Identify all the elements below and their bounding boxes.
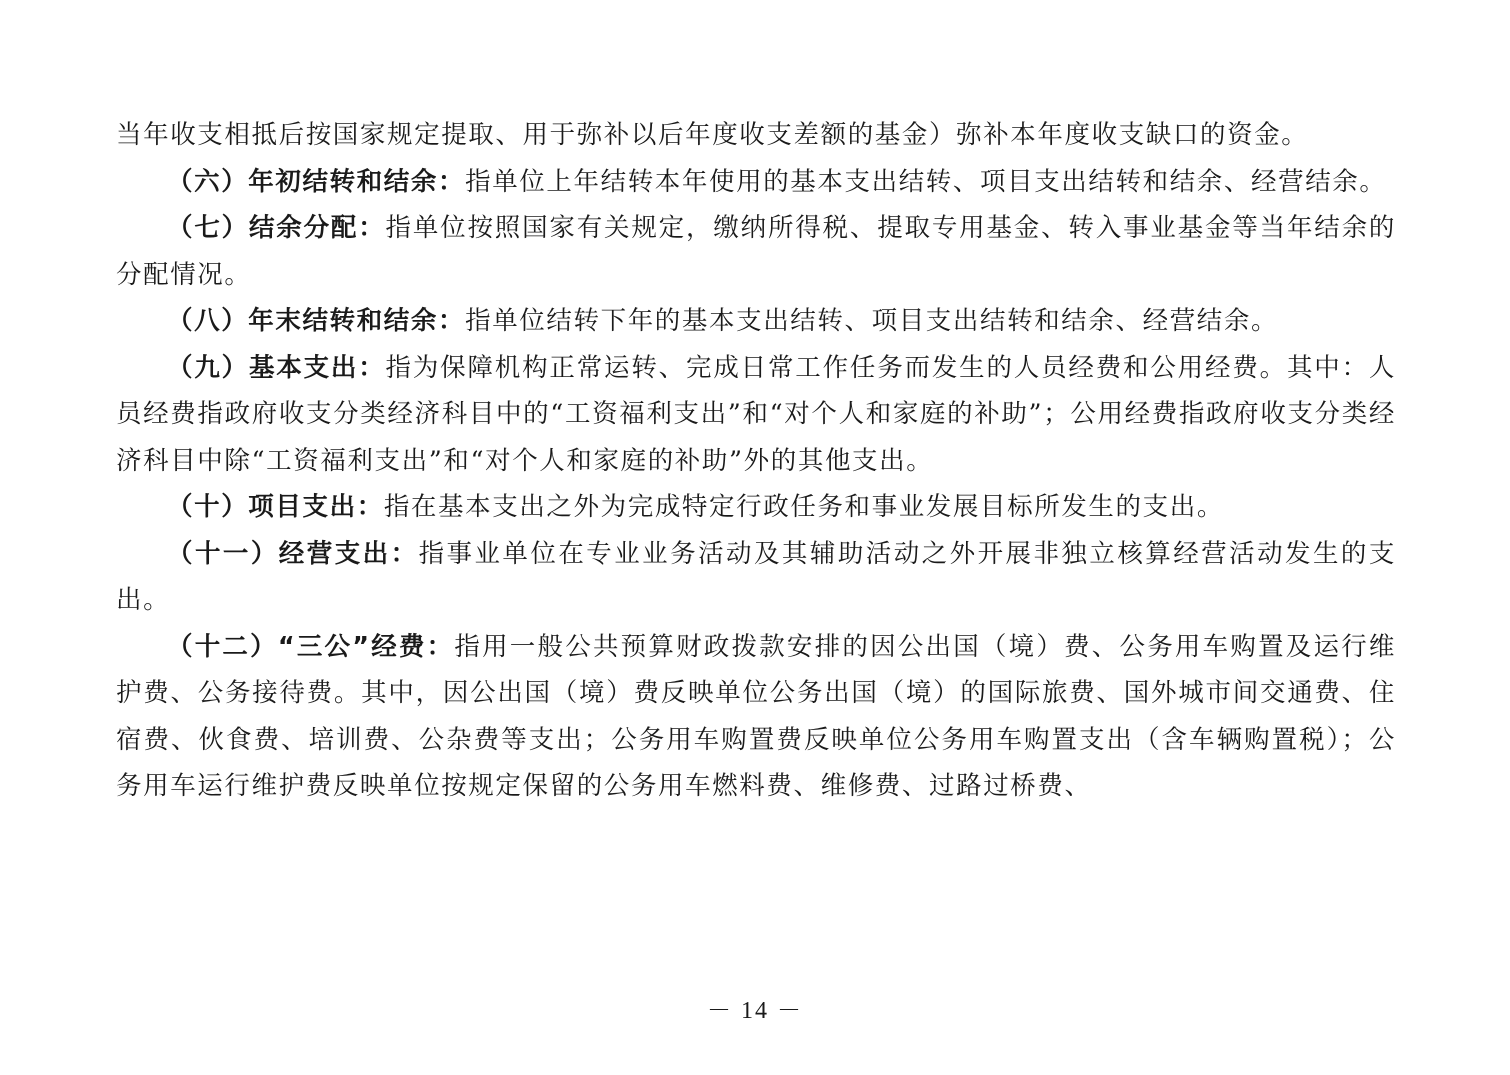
paragraph-text: 指在基本支出之外为完成特定行政任务和事业发展目标所发生的支出。 [383,492,1224,522]
paragraph-continuation [116,112,1396,159]
paragraph-three-public-funds [116,624,1396,810]
paragraph-text: 当年收支相抵后按国家规定提取、用于弥补以后年度收支差额的基金）弥补本年度收支缺口的资金。 [116,120,1309,150]
paragraph-term: （九）基本支出： [167,352,386,383]
paragraph-text: 指单位按照国家有关规定，缴纳所得税、提取专用基金、转入事业基金等当年结余的分配情况。 [116,213,1396,290]
paragraph-term: （十一）经营支出： [167,538,419,569]
paragraph-closing-balance [116,298,1396,345]
paragraph-term: （十二）“三公”经费： [167,631,455,662]
paragraph-text: 指为保障机构正常运转、完成日常工作任务而发生的人员经费和公用经费。其中：人员经费指政府收支分类经济科目中的“工资福利支出”和“对个人和家庭的补助”；公用经费指政府收支分类经济科目中除“工资福利支出”和“对个人和家庭的补助”外的其他支出。 [116,352,1396,476]
paragraph-text: 指用一般公共预算财政拨款安排的因公出国（境）费、公务用车购置及运行维护费、公务接待费。其中，因公出国（境）费反映单位公务出国（境）的国际旅费、国外城市间交通费、住宿费、伙食费、培训费、公杂费等支出；公务用车购置费反映单位公务用车购置支出（含车辆购置税）；公务用车运行维护费反映单位按规定保留的公务用车燃料费、维修费、过路过桥费、 [116,631,1397,801]
paragraph-term: （六）年初结转和结余： [167,166,466,197]
paragraph-surplus-distribution [116,205,1396,298]
page-number: － 14 － [707,998,803,1024]
paragraph-text: 指单位结转下年的基本支出结转、项目支出结转和结余、经营结余。 [465,306,1279,336]
paragraph-term: （十）项目支出： [167,492,384,522]
paragraph-term: （八）年末结转和结余： [167,306,466,336]
paragraph-opening-balance [116,159,1396,206]
document-body [116,112,1396,810]
paragraph-project-expenditure [116,484,1396,531]
paragraph-operating-expenditure [116,531,1396,624]
paragraph-text: 指事业单位在专业业务活动及其辅助活动之外开展非独立核算经营活动发生的支出。 [116,538,1396,615]
paragraph-text: 指单位上年结转本年使用的基本支出结转、项目支出结转和结余、经营结余。 [465,166,1387,197]
paragraph-basic-expenditure [116,345,1396,485]
paragraph-term: （七）结余分配： [167,213,386,243]
